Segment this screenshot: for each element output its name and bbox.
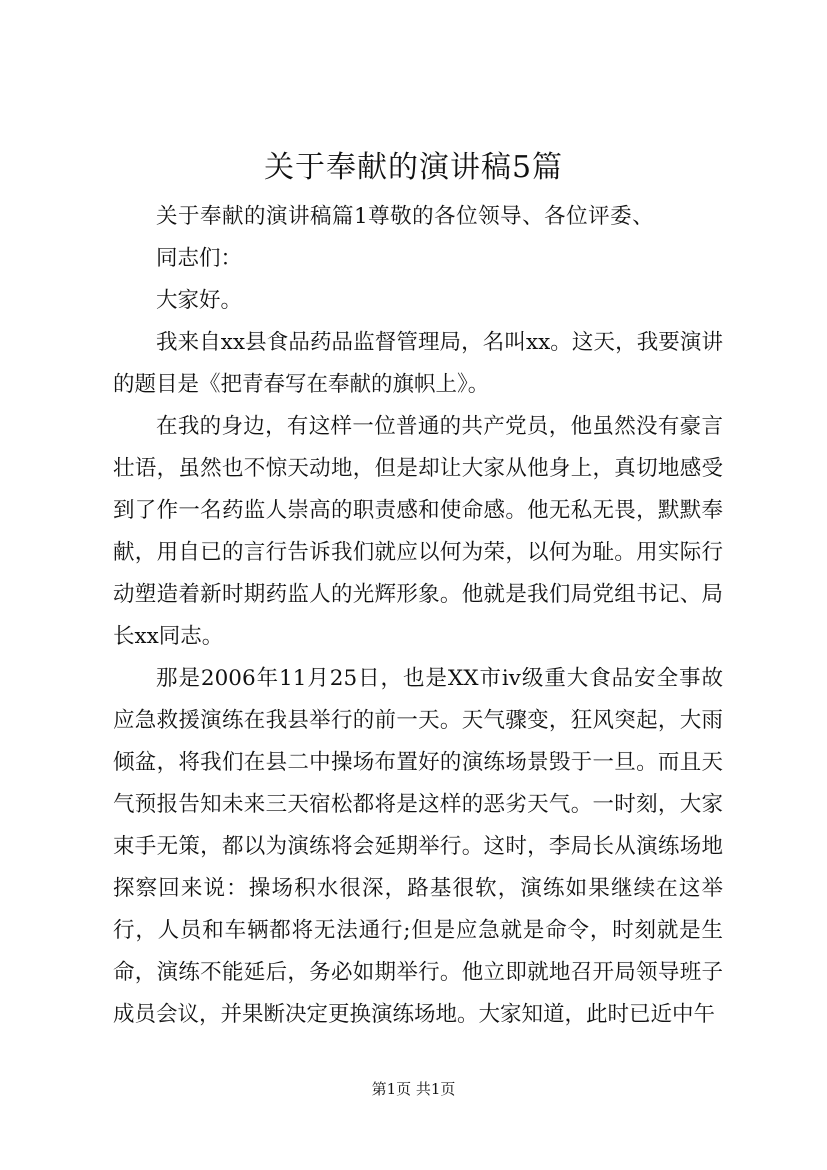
document-body [113,196,723,1036]
paragraph-hello: 大家好。 [156,288,243,313]
paragraph-profile: 在我的身边，有这样一位普通的共产党员，他虽然没有豪言壮语，虽然也不惊天动地，但是却让大家从他身上，真切地感受到了作一名药监人崇高的职责感和使命感。他无私无畏，默默奉献，用自已的言行告诉我们就应以何为荣，以何为耻。用实际行动塑造着新时期药监人的光辉形象。他就是我们局党组书记、局长xx同志。 [113,414,723,649]
page-footer: 第1页 共1页 [371,1080,456,1098]
paragraph-story: 那是2006年11月25日，也是XX市iv级重大食品安全事故应急救援演练在我县举行的前一天。天气骤变，狂风突起，大雨倾盆，将我们在县二中操场布置好的演练场景毁于一旦。而且天气预报告知未来三天宿松都将是这样的恶劣天气。一时刻，大家束手无策，都以为演练将会延期举行。这时，李局长从演练场地探察回来说：操场积水很深，路基很软，演练如果继续在这举行，人员和车辆都将无法通行;但是应急就是命令，时刻就是生命，演练不能延后，务必如期举行。他立即就地召开局领导班子成员会议，并果断决定更换演练场地。大家知道，此时已近中午 [113,666,723,1027]
paragraph-greeting: 关于奉献的演讲稿篇1尊敬的各位领导、各位评委、 [156,204,655,229]
paragraph-intro: 我来自xx县食品药品监督管理局，名叫xx。这天，我要演讲的题目是《把青春写在奉献的旗帜上》。 [113,330,723,397]
paragraph-address: 同志们： [156,246,243,271]
document-title: 关于奉献的演讲稿5篇 [263,150,564,185]
